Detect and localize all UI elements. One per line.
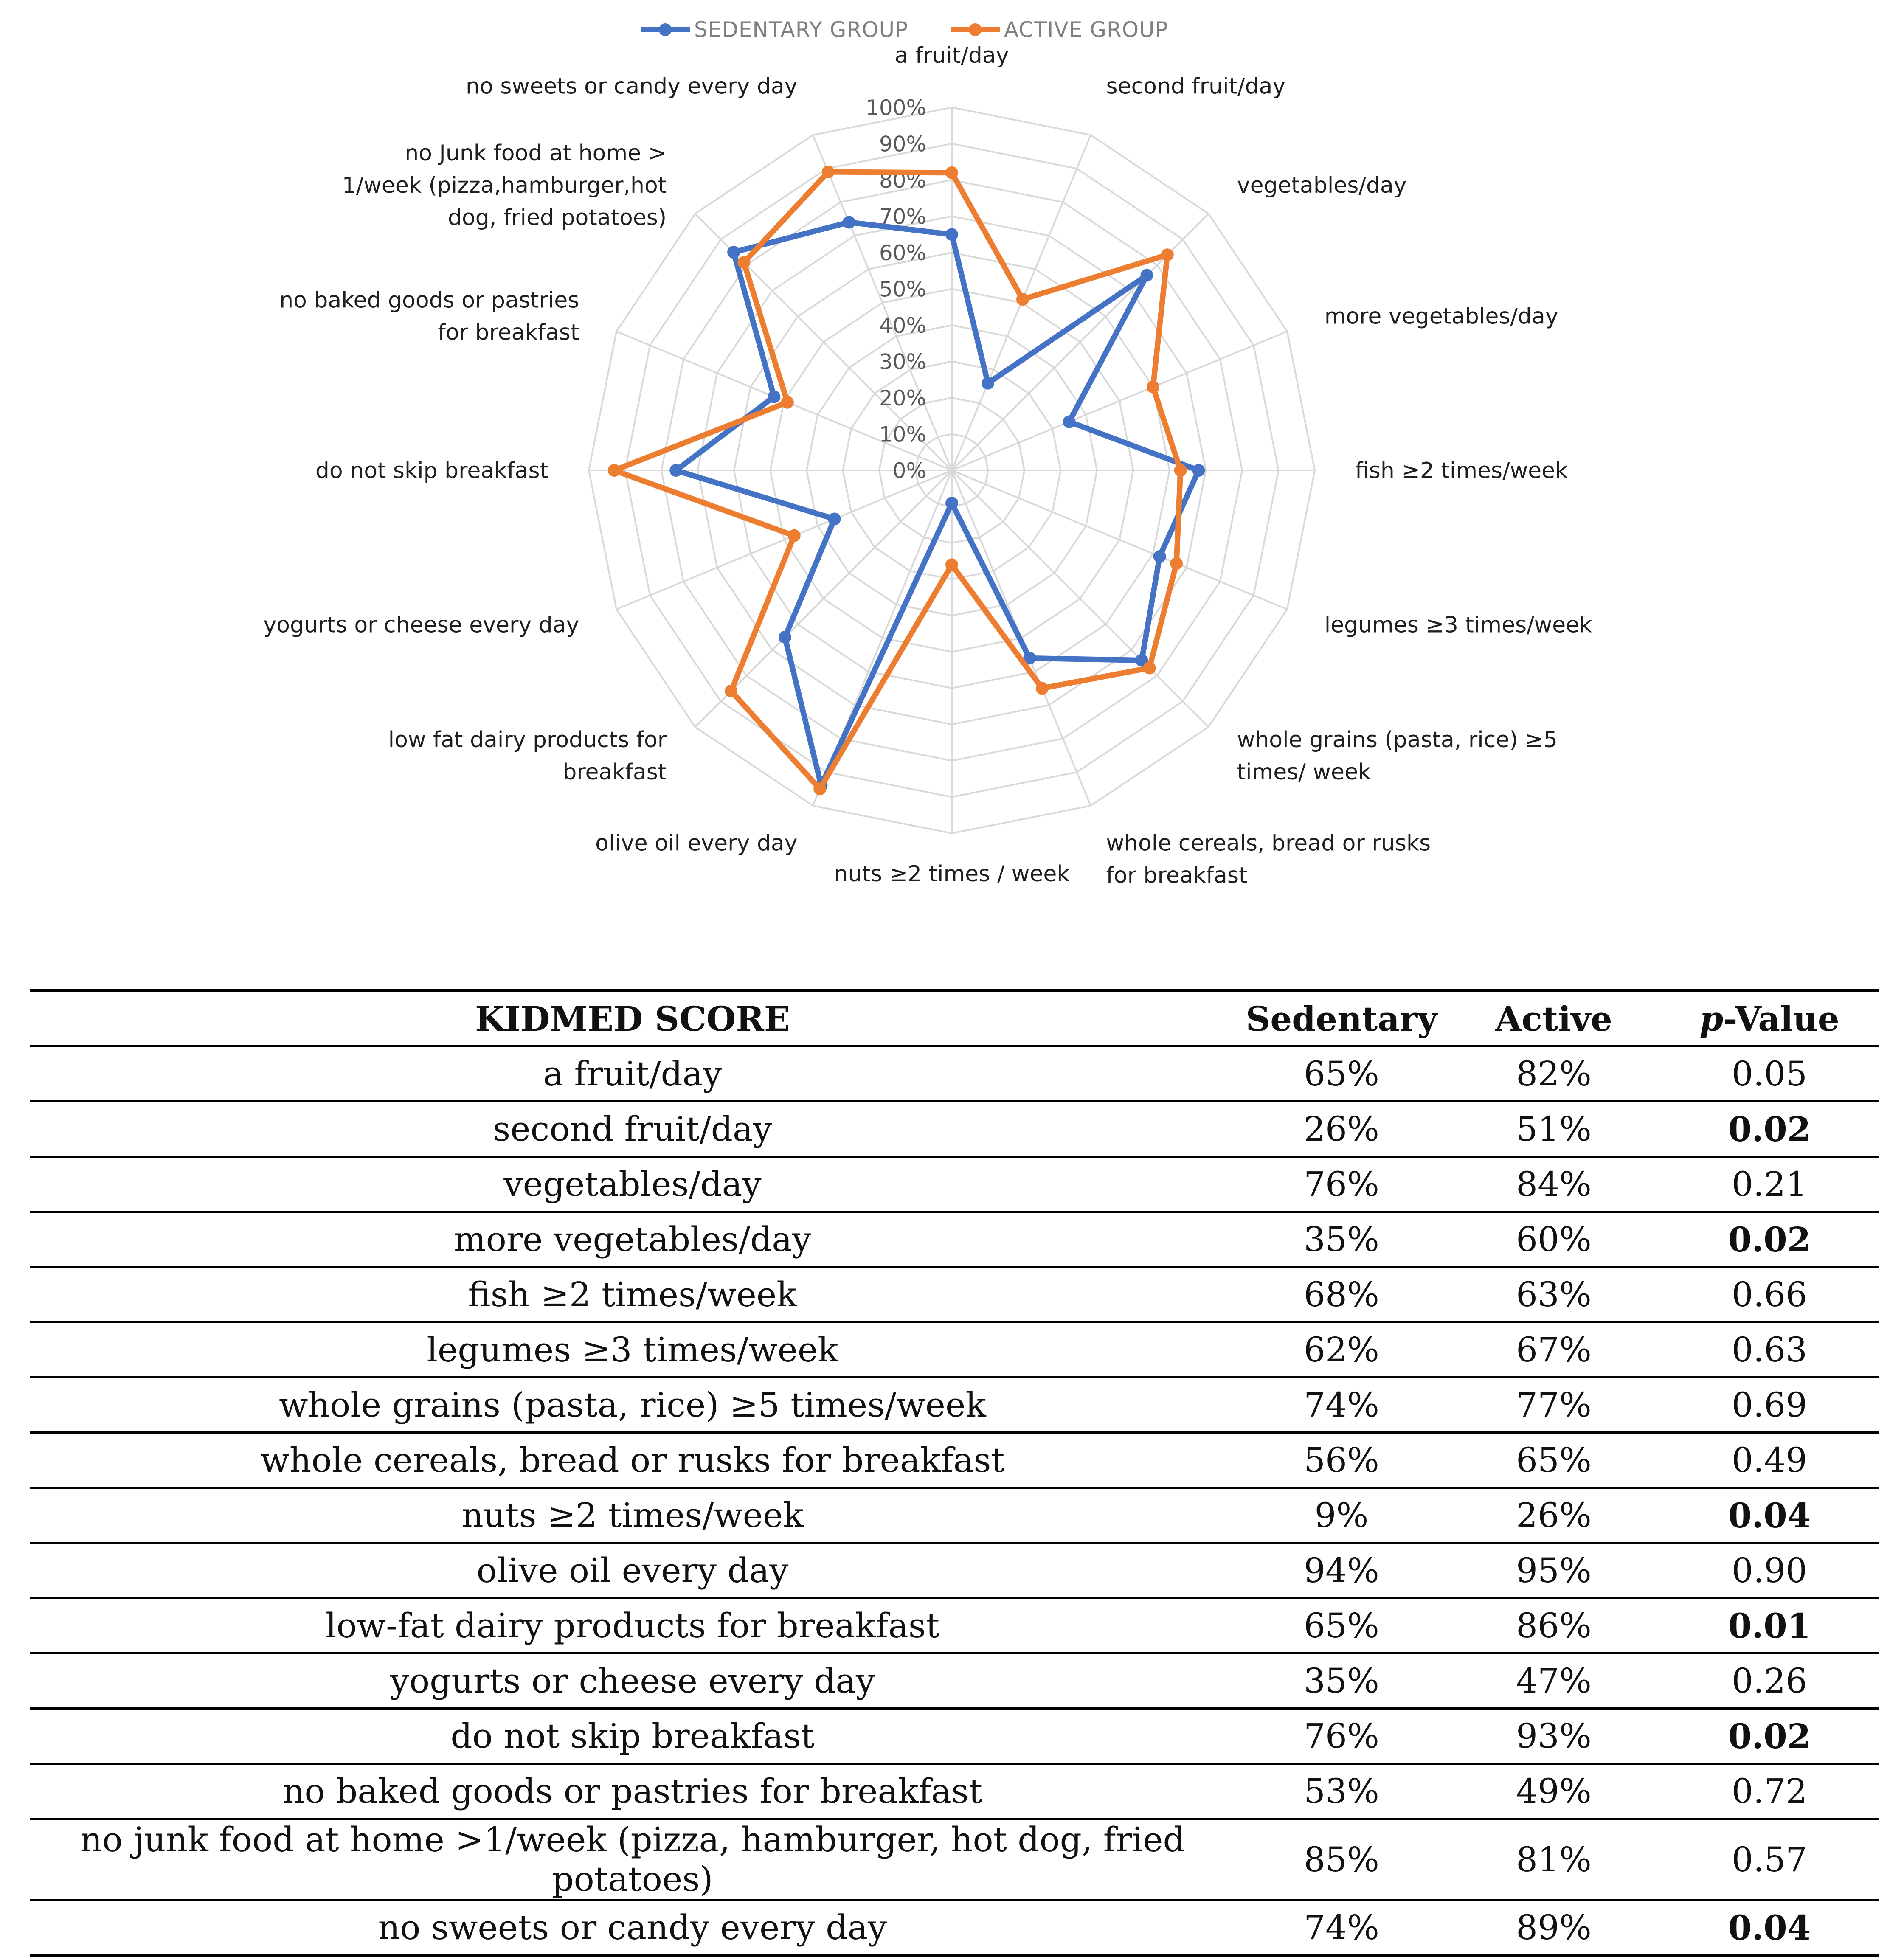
table-row	[30, 1543, 1879, 1598]
category-label-line: dog, fried potatoes)	[447, 205, 667, 231]
r-tick-label: 50%	[879, 277, 926, 302]
table-row	[30, 1819, 1879, 1900]
row-active: 86%	[1448, 1598, 1660, 1653]
row-active: 26%	[1448, 1488, 1660, 1543]
data-point	[1016, 293, 1029, 306]
row-sedentary: 74%	[1235, 1900, 1448, 1956]
header-kidmed-score: KIDMED SCORE	[30, 991, 1235, 1046]
row-active: 65%	[1448, 1433, 1660, 1488]
category-label	[595, 831, 797, 856]
row-name: a fruit/day	[30, 1046, 1235, 1102]
row-active: 63%	[1448, 1267, 1660, 1322]
legend-label: ACTIVE GROUP	[1004, 17, 1168, 42]
data-point	[1036, 682, 1049, 695]
row-p-value: 0.04	[1660, 1900, 1879, 1956]
row-p-value: 0.66	[1660, 1267, 1879, 1322]
data-point	[608, 464, 621, 477]
legend-marker	[969, 23, 982, 36]
category-labels	[263, 43, 1592, 889]
radar-grid	[589, 107, 1315, 833]
data-point	[945, 166, 958, 179]
data-point	[982, 377, 994, 390]
category-label-line: for breakfast	[438, 320, 579, 346]
row-sedentary: 62%	[1235, 1322, 1448, 1378]
row-p-value: 0.69	[1660, 1378, 1879, 1433]
table-header-row	[30, 991, 1879, 1046]
data-point	[781, 396, 794, 409]
row-active: 93%	[1448, 1709, 1660, 1764]
row-active: 77%	[1448, 1378, 1660, 1433]
row-p-value: 0.21	[1660, 1157, 1879, 1212]
category-label-line: for breakfast	[1106, 863, 1248, 889]
legend-marker	[659, 23, 672, 36]
data-point	[945, 558, 958, 571]
legend-item	[641, 17, 908, 42]
category-label	[263, 613, 579, 638]
table-row	[30, 1900, 1879, 1956]
data-point	[1161, 248, 1174, 261]
row-name: yogurts or cheese every day	[30, 1653, 1235, 1709]
category-label-line: whole grains (pasta, rice) ≥5	[1237, 727, 1558, 753]
table-row	[30, 1378, 1879, 1433]
category-label	[1106, 831, 1431, 889]
row-active: 81%	[1448, 1819, 1660, 1900]
r-tick-label: 20%	[879, 386, 926, 411]
row-sedentary: 35%	[1235, 1653, 1448, 1709]
category-label	[1237, 727, 1558, 785]
category-label-line: low fat dairy products for	[388, 727, 667, 753]
r-tick-label: 60%	[879, 241, 926, 265]
row-p-value: 0.01	[1660, 1598, 1879, 1653]
table-row	[30, 1709, 1879, 1764]
row-name: second fruit/day	[30, 1102, 1235, 1157]
category-label	[1106, 73, 1286, 99]
table-row	[30, 1157, 1879, 1212]
row-sedentary: 56%	[1235, 1433, 1448, 1488]
data-point	[1063, 416, 1076, 428]
row-sedentary: 76%	[1235, 1157, 1448, 1212]
row-p-value: 0.63	[1660, 1322, 1879, 1378]
row-name: no baked goods or pastries for breakfast	[30, 1764, 1235, 1819]
row-p-value: 0.02	[1660, 1709, 1879, 1764]
category-label-line: a fruit/day	[894, 43, 1009, 68]
header-active: Active	[1448, 991, 1660, 1046]
row-sedentary: 68%	[1235, 1267, 1448, 1322]
table-body	[30, 1046, 1879, 1956]
row-sedentary: 76%	[1235, 1709, 1448, 1764]
data-point	[788, 529, 801, 542]
row-p-value: 0.72	[1660, 1764, 1879, 1819]
category-label	[315, 458, 548, 484]
category-label	[279, 288, 579, 346]
category-label	[1325, 613, 1592, 638]
row-name: vegetables/day	[30, 1157, 1235, 1212]
legend-item	[951, 17, 1168, 42]
r-tick-label: 30%	[879, 349, 926, 374]
row-p-value: 0.02	[1660, 1212, 1879, 1267]
category-label-line: whole cereals, bread or rusks	[1106, 830, 1431, 856]
row-name: olive oil every day	[30, 1543, 1235, 1598]
row-name: do not skip breakfast	[30, 1709, 1235, 1764]
data-point	[768, 391, 780, 403]
kidmed-score-table	[30, 989, 1879, 1957]
kidmed-table	[30, 989, 1879, 1957]
category-label	[1355, 458, 1568, 484]
data-point	[843, 216, 855, 229]
row-sedentary: 74%	[1235, 1378, 1448, 1433]
table-row	[30, 1212, 1879, 1267]
table-row	[30, 1764, 1879, 1819]
header-p-italic: p	[1699, 998, 1724, 1039]
data-point	[1192, 464, 1205, 477]
category-label	[834, 861, 1070, 887]
data-point	[945, 228, 958, 241]
r-tick-label: 0%	[892, 458, 926, 483]
data-point	[1153, 550, 1166, 563]
row-active: 84%	[1448, 1157, 1660, 1212]
row-name: no sweets or candy every day	[30, 1900, 1235, 1956]
category-label-line: more vegetables/day	[1324, 304, 1558, 329]
category-label-line: no sweets or candy every day	[466, 73, 798, 99]
data-point	[828, 513, 841, 526]
r-tick-label: 100%	[866, 96, 926, 120]
row-p-value: 0.05	[1660, 1046, 1879, 1102]
category-label-line: yogurts or cheese every day	[263, 612, 579, 638]
data-point	[822, 166, 835, 178]
row-p-value: 0.90	[1660, 1543, 1879, 1598]
row-p-value: 0.26	[1660, 1653, 1879, 1709]
row-active: 60%	[1448, 1212, 1660, 1267]
table-row	[30, 1267, 1879, 1322]
row-sedentary: 65%	[1235, 1598, 1448, 1653]
row-sedentary: 35%	[1235, 1212, 1448, 1267]
header-sedentary: Sedentary	[1235, 991, 1448, 1046]
category-label-line: legumes ≥3 times/week	[1324, 612, 1592, 638]
table-row	[30, 1102, 1879, 1157]
row-sedentary: 94%	[1235, 1543, 1448, 1598]
row-name: whole cereals, bread or rusks for breakfast	[30, 1433, 1235, 1488]
row-name: no junk food at home >1/week (pizza, hamburger, hot dog, fried potatoes)	[30, 1819, 1235, 1900]
category-label-line: do not skip breakfast	[315, 458, 548, 484]
table-row	[30, 1488, 1879, 1543]
row-name: more vegetables/day	[30, 1212, 1235, 1267]
row-active: 67%	[1448, 1322, 1660, 1378]
grid-spoke	[952, 470, 1287, 609]
data-point	[737, 256, 750, 269]
row-p-value: 0.04	[1660, 1488, 1879, 1543]
category-label-line: times/ week	[1237, 759, 1371, 785]
category-label	[894, 43, 1009, 68]
row-name: fish ≥2 times/week	[30, 1267, 1235, 1322]
row-sedentary: 65%	[1235, 1046, 1448, 1102]
row-name: low-fat dairy products for breakfast	[30, 1598, 1235, 1653]
data-point	[727, 246, 740, 259]
radial-tick-labels	[866, 96, 926, 483]
table-row	[30, 1598, 1879, 1653]
row-name: whole grains (pasta, rice) ≥5 times/week	[30, 1378, 1235, 1433]
row-p-value: 0.49	[1660, 1433, 1879, 1488]
row-active: 82%	[1448, 1046, 1660, 1102]
table-row	[30, 1322, 1879, 1378]
r-tick-label: 90%	[879, 132, 926, 157]
table-row	[30, 1653, 1879, 1709]
row-p-value: 0.57	[1660, 1819, 1879, 1900]
category-label	[342, 141, 667, 231]
legend-label: SEDENTARY GROUP	[694, 17, 908, 42]
data-point	[813, 782, 826, 795]
category-label-line: no Junk food at home >	[405, 141, 667, 166]
grid-spoke	[952, 332, 1287, 470]
header-p-value	[1660, 991, 1879, 1046]
chart-legend	[641, 17, 1168, 42]
category-label-line: 1/week (pizza,hamburger,hot	[342, 173, 667, 199]
category-label	[388, 727, 667, 785]
data-point	[779, 631, 791, 644]
category-label-line: second fruit/day	[1106, 73, 1286, 99]
header-p-rest: -Value	[1723, 998, 1839, 1039]
radar-chart	[0, 0, 1904, 947]
data-point	[725, 685, 737, 697]
r-tick-label: 40%	[879, 313, 926, 338]
category-label-line: breakfast	[562, 759, 667, 785]
category-label-line: nuts ≥2 times / week	[834, 861, 1070, 887]
row-active: 95%	[1448, 1543, 1660, 1598]
table-row	[30, 1433, 1879, 1488]
row-sedentary: 9%	[1235, 1488, 1448, 1543]
row-name: nuts ≥2 times/week	[30, 1488, 1235, 1543]
category-label	[1325, 304, 1558, 329]
row-name: legumes ≥3 times/week	[30, 1322, 1235, 1378]
data-point	[1147, 381, 1159, 394]
data-point	[669, 464, 682, 477]
row-sedentary: 53%	[1235, 1764, 1448, 1819]
r-tick-label: 10%	[879, 422, 926, 447]
row-p-value: 0.02	[1660, 1102, 1879, 1157]
row-sedentary: 26%	[1235, 1102, 1448, 1157]
category-label-line: no baked goods or pastries	[279, 287, 579, 313]
row-active: 49%	[1448, 1764, 1660, 1819]
r-tick-label: 70%	[879, 204, 926, 229]
data-point	[1141, 269, 1153, 282]
data-point	[945, 497, 958, 509]
data-point	[1174, 464, 1187, 477]
data-point	[1170, 557, 1183, 570]
table-row	[30, 1046, 1879, 1102]
row-sedentary: 85%	[1235, 1819, 1448, 1900]
row-active: 89%	[1448, 1900, 1660, 1956]
category-label	[466, 73, 797, 99]
r-tick-label: 80%	[879, 168, 926, 193]
category-label-line: vegetables/day	[1237, 173, 1407, 199]
row-active: 51%	[1448, 1102, 1660, 1157]
category-label-line: fish ≥2 times/week	[1355, 458, 1568, 484]
category-label	[1237, 173, 1407, 198]
category-label-line: olive oil every day	[595, 830, 798, 856]
row-active: 47%	[1448, 1653, 1660, 1709]
data-point	[1143, 662, 1156, 675]
